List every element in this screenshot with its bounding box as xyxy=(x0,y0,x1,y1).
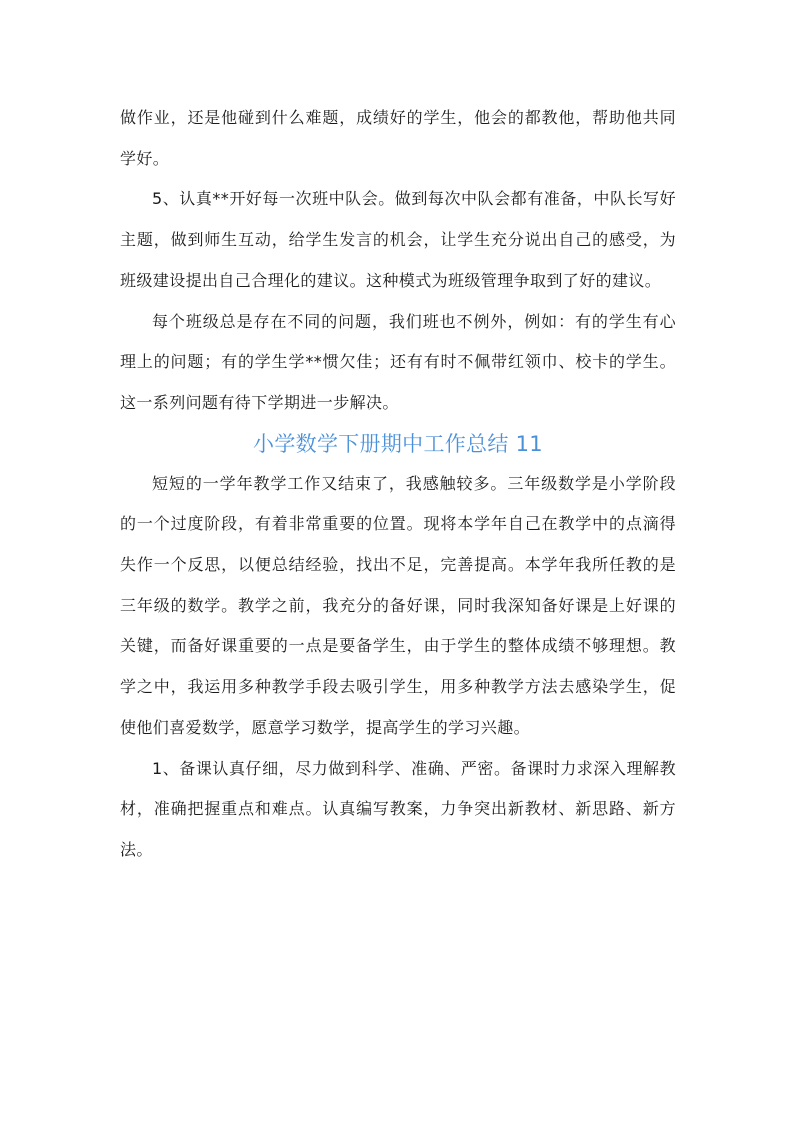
section-title: 小学数学下册期中工作总结 11 xyxy=(253,431,543,456)
paragraph: 1、备课认真仔细，尽力做到科学、准确、严密。备课时力求深入理解教材，准确把握重点和难点。认真编写教案，力争突出新教材、新思路、新方法。 xyxy=(120,758,676,859)
paragraph: 短短的一学年教学工作又结束了，我感触较多。三年级数学是小学阶段的一个过度阶段，有着非常重要的位置。现将本学年自己在教学中的点滴得失作一个反思，以便总结经验，找出不足，完善提高。本学年我所任教的是三年级的数学。教学之前，我充分的备好课，同时我深知备好课是上好课的关键，而备好课重要的一点是要备学生，由于学生的整体成绩不够理想。教学之中，我运用多种教学手段去吸引学生，用多种教学方法去感染学生，促使他们喜爱数学，愿意学习数学，提高学生的学习兴趣。 xyxy=(120,473,676,737)
paragraph: 做作业，还是他碰到什么难题，成绩好的学生，他会的都教他，帮助他共同学好。 xyxy=(120,108,676,168)
paragraph: 每个班级总是存在不同的问题，我们班也不例外，例如：有的学生有心理上的问题；有的学生学**惯欠佳；还有有时不佩带红领巾、校卡的学生。这一系列问题有待下学期进一步解决。 xyxy=(120,311,676,412)
document-page xyxy=(120,98,676,871)
paragraph: 5、认真**开好每一次班中队会。做到每次中队会都有准备，中队长写好主题，做到师生互动，给学生发言的机会，让学生充分说出自己的感受，为班级建设提出自己合理化的建议。这种模式为班级管理争取到了好的建议。 xyxy=(120,189,676,290)
